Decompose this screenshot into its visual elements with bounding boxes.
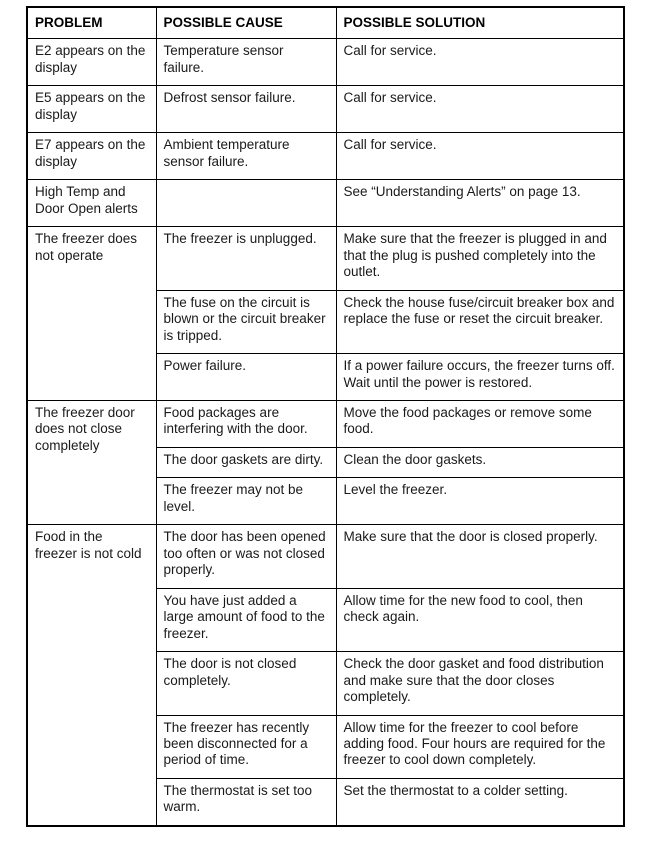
cause-cell: The freezer may not be level. <box>156 478 336 525</box>
table-row <box>27 525 624 588</box>
header-cause: POSSIBLE CAUSE <box>156 7 336 39</box>
cause-cell <box>156 180 336 227</box>
troubleshooting-table <box>26 6 625 827</box>
solution-cell: Check the door gasket and food distribution and make sure that the door closes completely. <box>336 652 624 715</box>
solution-cell: Call for service. <box>336 133 624 180</box>
cause-cell: You have just added a large amount of food to the freezer. <box>156 588 336 651</box>
table-body <box>27 39 624 826</box>
problem-cell: The freezer does not operate <box>27 227 156 401</box>
table-row <box>27 133 624 180</box>
solution-cell: Check the house fuse/circuit breaker box and replace the fuse or reset the circuit breaker. <box>336 290 624 353</box>
cause-cell: The door gaskets are dirty. <box>156 447 336 477</box>
solution-cell: Clean the door gaskets. <box>336 447 624 477</box>
table-row <box>27 39 624 86</box>
cause-cell: The freezer has recently been disconnected for a period of time. <box>156 715 336 778</box>
problem-cell: E7 appears on the display <box>27 133 156 180</box>
problem-cell: High Temp and Door Open alerts <box>27 180 156 227</box>
solution-cell: Allow time for the freezer to cool before adding food. Four hours are required for the freezer to cool down completely. <box>336 715 624 778</box>
cause-cell: The door has been opened too often or was not closed properly. <box>156 525 336 588</box>
solution-cell: Call for service. <box>336 39 624 86</box>
problem-cell: E5 appears on the display <box>27 86 156 133</box>
solution-cell: If a power failure occurs, the freezer turns off. Wait until the power is restored. <box>336 354 624 401</box>
cause-cell: The door is not closed completely. <box>156 652 336 715</box>
solution-cell: Allow time for the new food to cool, then check again. <box>336 588 624 651</box>
cause-cell: The thermostat is set too warm. <box>156 778 336 825</box>
header-row <box>27 7 624 39</box>
problem-cell: Food in the freezer is not cold <box>27 525 156 826</box>
solution-cell: Set the thermostat to a colder setting. <box>336 778 624 825</box>
header-problem: PROBLEM <box>27 7 156 39</box>
table-row <box>27 227 624 290</box>
cause-cell: The fuse on the circuit is blown or the circuit breaker is tripped. <box>156 290 336 353</box>
table-row <box>27 180 624 227</box>
problem-cell: The freezer door does not close completely <box>27 400 156 524</box>
solution-cell: See “Understanding Alerts” on page 13. <box>336 180 624 227</box>
cause-cell: Defrost sensor failure. <box>156 86 336 133</box>
solution-cell: Level the freezer. <box>336 478 624 525</box>
cause-cell: The freezer is unplugged. <box>156 227 336 290</box>
cause-cell: Temperature sensor failure. <box>156 39 336 86</box>
cause-cell: Food packages are interfering with the door. <box>156 400 336 447</box>
solution-cell: Make sure that the door is closed properly. <box>336 525 624 588</box>
table-row <box>27 86 624 133</box>
header-solution: POSSIBLE SOLUTION <box>336 7 624 39</box>
table-row <box>27 400 624 447</box>
solution-cell: Move the food packages or remove some food. <box>336 400 624 447</box>
problem-cell: E2 appears on the display <box>27 39 156 86</box>
solution-cell: Make sure that the freezer is plugged in and that the plug is pushed completely into the outlet. <box>336 227 624 290</box>
solution-cell: Call for service. <box>336 86 624 133</box>
cause-cell: Ambient temperature sensor failure. <box>156 133 336 180</box>
cause-cell: Power failure. <box>156 354 336 401</box>
